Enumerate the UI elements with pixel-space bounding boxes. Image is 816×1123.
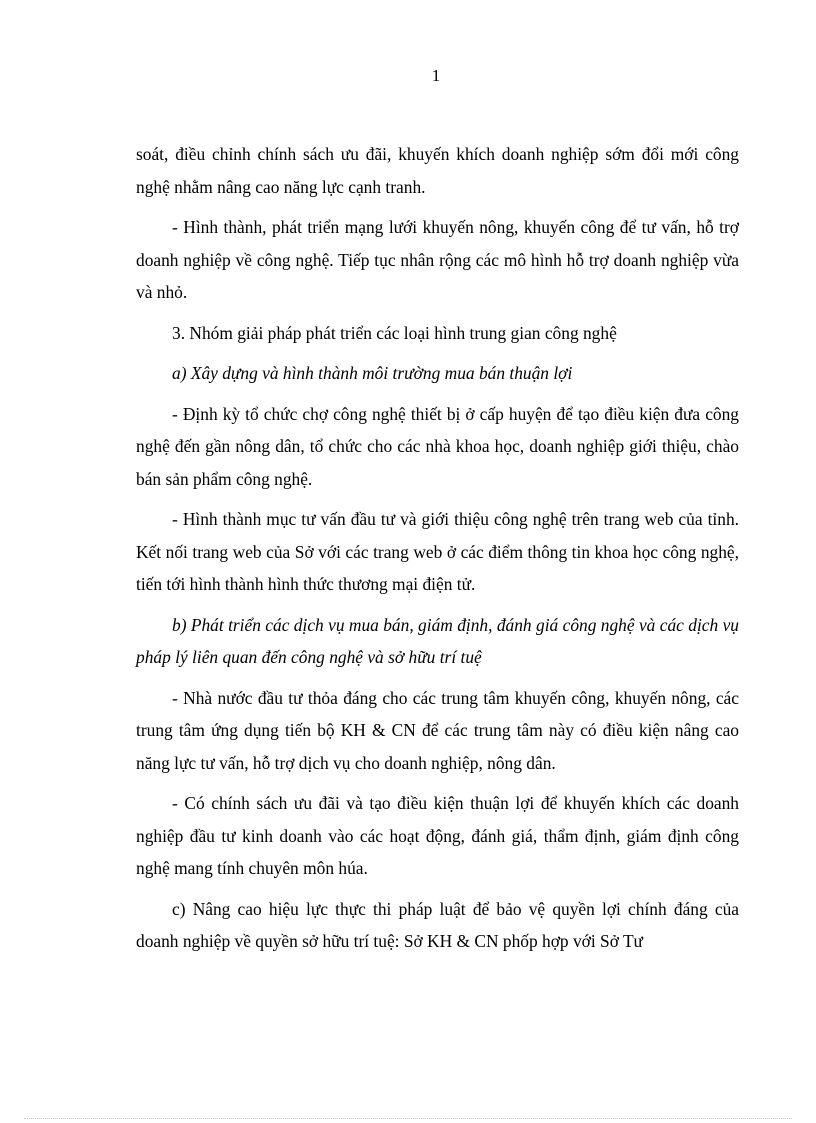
subheading-a: a) Xây dựng và hình thành môi trường mua bán thuận lợi [172,363,573,383]
paragraph-8: - Nhà nước đầu tư thỏa đáng cho các trung tâm khuyến công, khuyến nông, các trung tâm ứng dụng tiến bộ KH & CN để các trung tâm này có điều kiện nâng cao năng lực tư vấn, hỗ trợ dịch vụ cho doanh nghiệp, nông dân. [136,687,739,773]
paragraph-2: - Hình thành, phát triển mạng lưới khuyến nông, khuyến công để tư vấn, hỗ trợ doanh nghiệp về công nghệ. Tiếp tục nhân rộng các mô hình hỗ trợ doanh nghiệp vừa và nhỏ. [136,217,739,302]
paragraph-5: - Định kỳ tổ chức chợ công nghệ thiết bị ở cấp huyện để tạo điều kiện đưa công nghệ đến gần nông dân, tổ chức cho các nhà khoa học, doanh nghiệp giới thiệu, chào bán sản phẩm công nghệ. [136,403,739,489]
document-body [136,138,739,966]
paragraph-6: - Hình thành mục tư vấn đầu tư và giới thiệu công nghệ trên trang web của tỉnh. Kết nối trang web của Sở với các trang web ở các điểm thông tin khoa học công nghệ, tiến tới hình thành hình thức thương mại điện tử. [136,509,739,594]
paragraph-10: c) Nâng cao hiệu lực thực thi pháp luật để bảo vệ quyền lợi chính đáng của doanh nghiệp về quyền sở hữu trí tuệ: Sở KH & CN phốp hợp với Sở Tư [136,898,739,951]
paragraph-1: soát, điều chỉnh chính sách ưu đãi, khuyến khích doanh nghiệp sớm đổi mới công nghệ nhằm nâng cao năng lực cạnh tranh. [136,144,739,197]
page-number: 1 [431,66,441,85]
section-heading-3: 3. Nhóm giải pháp phát triển các loại hình trung gian công nghệ [172,322,617,343]
subheading-b: b) Phát triển các dịch vụ mua bán, giám định, đánh giá công nghệ và các dịch vụ pháp lý liên quan đến công nghệ và sở hữu trí tuệ [136,614,739,667]
page-bottom-divider [24,1118,792,1119]
paragraph-9: - Có chính sách ưu đãi và tạo điều kiện thuận lợi để khuyến khích các doanh nghiệp đầu tư kinh doanh vào các hoạt động, đánh giá, thẩm định, giám định công nghệ mang tính chuyên môn húa. [136,793,739,878]
